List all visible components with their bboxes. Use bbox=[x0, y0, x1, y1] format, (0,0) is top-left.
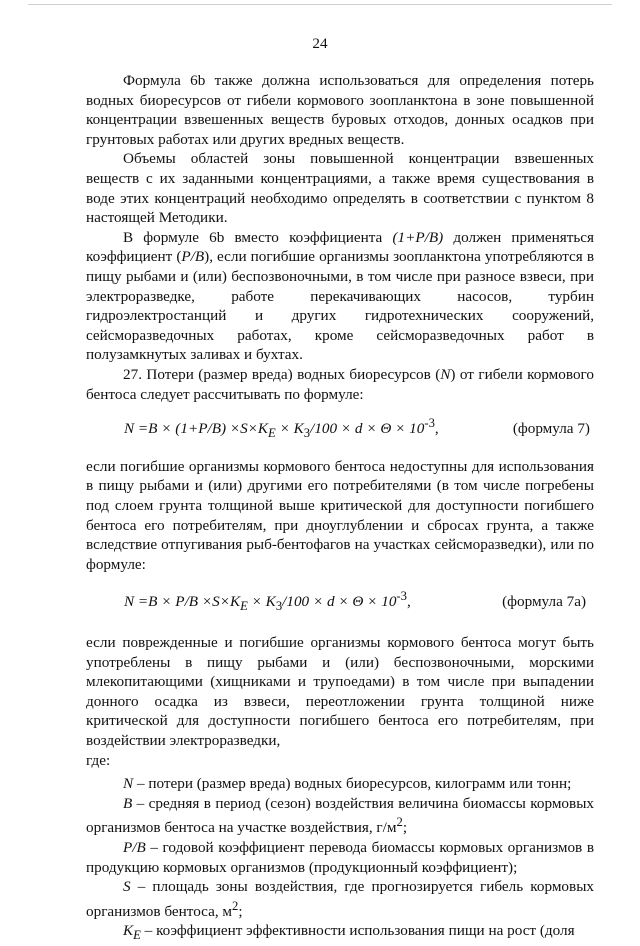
paragraph-zone-volumes: Объемы областей зоны повышенной концентрации взвешенных веществ с их заданными концентрациями, а также время существования в воде этих концентраций необходимо определять в соответствии с пунктом 8 настоящей Методики. bbox=[86, 150, 594, 227]
formula-7-expression: $N =B \times (1+P/B) \times S\times K_E \times K_3/100 \times d \times \Theta \times 10^{-3}$, bbox=[124, 416, 439, 441]
definition-s: S – площадь зоны воздействия, где прогнозируется гибель кормовых организмов бентоса, $м^2$; bbox=[86, 878, 594, 920]
formula-7a bbox=[86, 587, 594, 617]
definition-ke: $K_E$ – коэффициент эффективности использования пищи на рост (доля bbox=[123, 922, 575, 943]
paragraph-formula-6b-usage: Формула 6b также должна использоваться для определения потерь водных биоресурсов от гибели кормового зоопланктона в зоне повышенной концентрации взвешенных веществ буровых отходов, донных осадков при грунтовых работах или других вредных веществ. bbox=[86, 72, 594, 148]
paragraph-benthos-inaccessible: если погибшие организмы кормового бентоса недоступны для использования в пищу рыбами и (или) другими его потребителями (в том числе погребены под слоем грунта толщиной выше критической для доступности погибшего бентоса его потребителям, при дноуглублении и сбросах грунта, а также вследствие отпугивания рыб-бентофагов на участках сейсморазведки), или по формуле: bbox=[86, 457, 594, 573]
document-body bbox=[86, 71, 594, 946]
definition-n: N – потери (размер вреда) водных биоресурсов, килограмм или тонн; bbox=[123, 775, 572, 793]
paragraph-benthos-accessible: если поврежденные и погибшие организмы кормового бентоса могут быть употреблены в пищу рыбами и (или) беспозвоночными, морскими млекопитающими (хищниками и трупоедами) в том числе при выпадении донного осадка из взвеси, переотложении грунта толщиной ниже критической для доступности погибшего бентоса его потребителям, при воздействии электроразведки, bbox=[86, 634, 594, 749]
formula-7a-expression: $N =B \times P/B \times S\times K_E \times K_3/100 \times d \times \Theta \times 10^{-3}$, bbox=[124, 589, 411, 614]
where-label: где: bbox=[86, 751, 111, 769]
formula-7a-label: (формула 7а) bbox=[502, 593, 586, 611]
formula-7 bbox=[86, 414, 594, 444]
formula-7-label: (формула 7) bbox=[512, 420, 590, 438]
definition-pb: P/B – годовой коэффициент перевода биомассы кормовых организмов в продукцию кормовых организмов (продукционный коэффициент); bbox=[86, 839, 594, 876]
definition-b: B – средняя в период (сезон) воздействия величина биомассы кормовых организмов бентоса на участке воздействия, $г/м^2$; bbox=[86, 794, 594, 837]
page-number: 24 bbox=[312, 35, 328, 52]
paragraph-coefficient-replacement: В формуле 6b вместо коэффициента (1+P/B) должен применяться коэффициент (P/B), если погибшие организмы зоопланктона употребляются в пищу рыбами и (или) беспозвоночными, в том числе при разносе взвеси, при электроразведке, работе перекачивающих насосов, турбин гидроэлектростанций и других гидротехнических сооружений, сейсморазведочных работах, кроме сейсморазведочных работ в полузамкнутых заливах и бухтах. bbox=[86, 228, 595, 364]
top-scan-rule bbox=[28, 4, 612, 5]
paragraph-27-benthos-losses: 27. Потери (размер вреда) водных биоресурсов (N) от гибели кормового бентоса следует рассчитывать по формуле: bbox=[86, 365, 594, 403]
